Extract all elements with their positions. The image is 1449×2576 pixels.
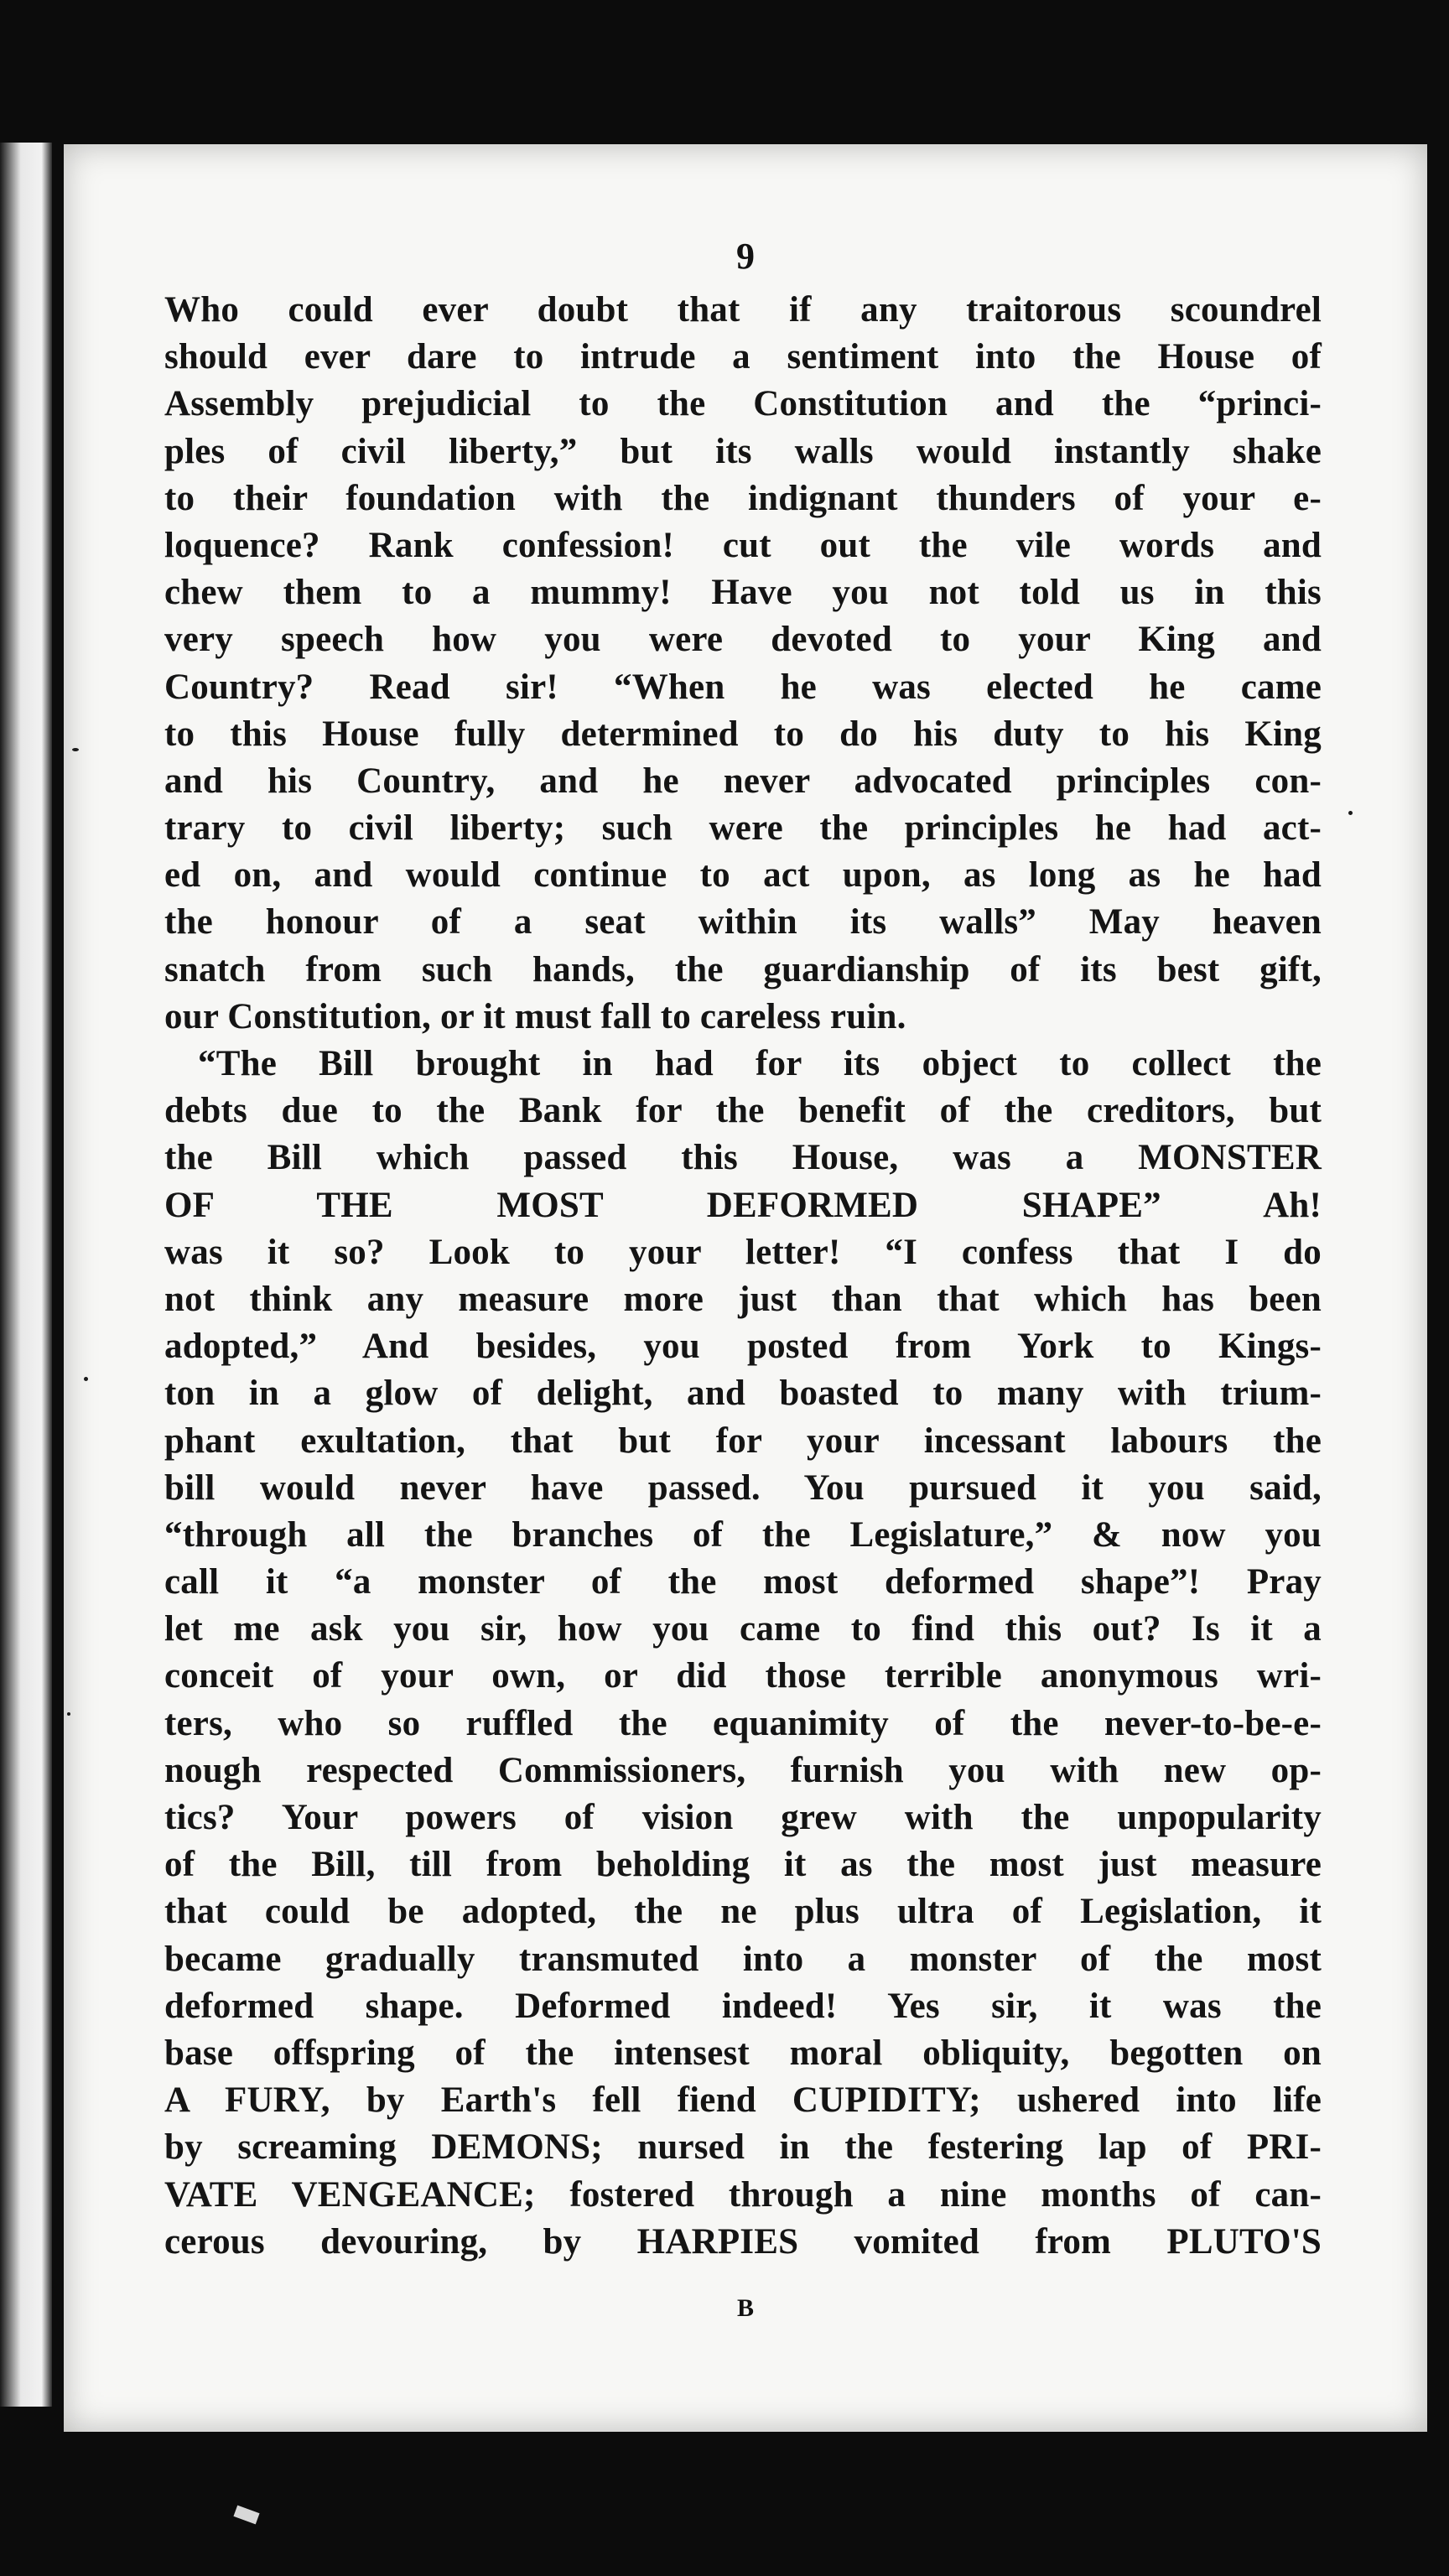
- text-line: very speech how you were devoted to your King and: [164, 620, 1322, 660]
- signature-mark: B: [736, 2294, 754, 2322]
- text-line: the honour of a seat within its walls” May heaven: [164, 902, 1322, 943]
- text-line: debts due to the Bank for the benefit of the creditors, but: [164, 1091, 1322, 1131]
- text-line: Assembly prejudicial to the Constitution and the “princi-: [164, 384, 1322, 424]
- text-line: let me ask you sir, how you came to find this out? Is it a: [164, 1609, 1322, 1649]
- ink-speck: [67, 1712, 70, 1716]
- text-line: not think any measure more just than that which has been: [164, 1279, 1322, 1319]
- text-line: VATE VENGEANCE; fostered through a nine months of can-: [164, 2174, 1322, 2215]
- text-line: the Bill which passed this House, was a MONSTER: [164, 1138, 1322, 1178]
- text-line: by screaming DEMONS; nursed in the festering lap of PRI-: [164, 2127, 1322, 2168]
- text-line: was it so? Look to your letter! “I confess that I do: [164, 1232, 1322, 1272]
- text-line: phant exultation, that but for your incessant labours the: [164, 1420, 1322, 1461]
- text-line: bill would never have passed. You pursued it you said,: [164, 1467, 1322, 1508]
- text-line: A FURY, by Earth's fell fiend CUPIDITY; ushered into life: [164, 2080, 1322, 2121]
- scan-artifact: [233, 2506, 259, 2525]
- text-line: Who could ever doubt that if any traitorous scoundrel: [164, 290, 1322, 330]
- text-line: ton in a glow of delight, and boasted to many with trium-: [164, 1374, 1322, 1414]
- text-line: call it “a monster of the most deformed shape”! Pray: [164, 1562, 1322, 1602]
- text-line: nough respected Commissioners, furnish you with new op-: [164, 1750, 1322, 1790]
- facing-page-edge: [0, 143, 52, 2407]
- text-line: snatch from such hands, the guardianship of its best gift,: [164, 949, 1322, 989]
- text-line: conceit of your own, or did those terrible anonymous wri-: [164, 1656, 1322, 1696]
- text-line: cerous devouring, by HARPIES vomited from PLUTO'S: [164, 2221, 1322, 2262]
- text-line: trary to civil liberty; such were the principles he had act-: [164, 808, 1322, 849]
- text-line: deformed shape. Deformed indeed! Yes sir, it was the: [164, 1986, 1322, 2026]
- text-line: “through all the branches of the Legislature,” & now you: [164, 1514, 1322, 1555]
- document-page: [64, 144, 1427, 2432]
- text-line: to their foundation with the indignant thunders of your e-: [164, 478, 1322, 518]
- text-line: to this House fully determined to do his duty to his King: [164, 714, 1322, 754]
- text-line: became gradually transmuted into a monster of the most: [164, 1939, 1322, 1979]
- text-line: OF THE MOST DEFORMED SHAPE” Ah!: [164, 1185, 1322, 1225]
- text-line: tics? Your powers of vision grew with the unpopularity: [164, 1798, 1322, 1837]
- text-line: should ever dare to intrude a sentiment into the House of: [164, 337, 1322, 377]
- ink-speck: [72, 748, 79, 751]
- text-line: and his Country, and he never advocated principles con-: [164, 761, 1322, 801]
- text-line: chew them to a mummy! Have you not told us in this: [164, 573, 1322, 613]
- page-number: 9: [736, 236, 755, 277]
- text-line: Country? Read sir! “When he was elected he came: [164, 667, 1322, 707]
- ink-speck: [84, 1377, 88, 1381]
- text-line: base offspring of the intensest moral obliquity, begotten on: [164, 2033, 1322, 2073]
- text-line: our Constitution, or it must fall to careless ruin.: [164, 996, 906, 1036]
- text-line: “The Bill brought in had for its object to collect the: [198, 1044, 1322, 1083]
- text-line: of the Bill, till from beholding it as the most just measure: [164, 1845, 1322, 1885]
- body-text: [164, 287, 1322, 2266]
- text-line: loquence? Rank confession! cut out the vile words and: [164, 525, 1322, 565]
- text-line: adopted,” And besides, you posted from York to Kings-: [164, 1327, 1322, 1367]
- text-line: that could be adopted, the ne plus ultra of Legislation, it: [164, 1892, 1322, 1932]
- text-line: ters, who so ruffled the equanimity of the never-to-be-e-: [164, 1703, 1322, 1743]
- text-line: ed on, and would continue to act upon, as long as he had: [164, 855, 1322, 896]
- text-line: ples of civil liberty,” but its walls would instantly shake: [164, 431, 1322, 471]
- ink-speck: [1348, 811, 1353, 815]
